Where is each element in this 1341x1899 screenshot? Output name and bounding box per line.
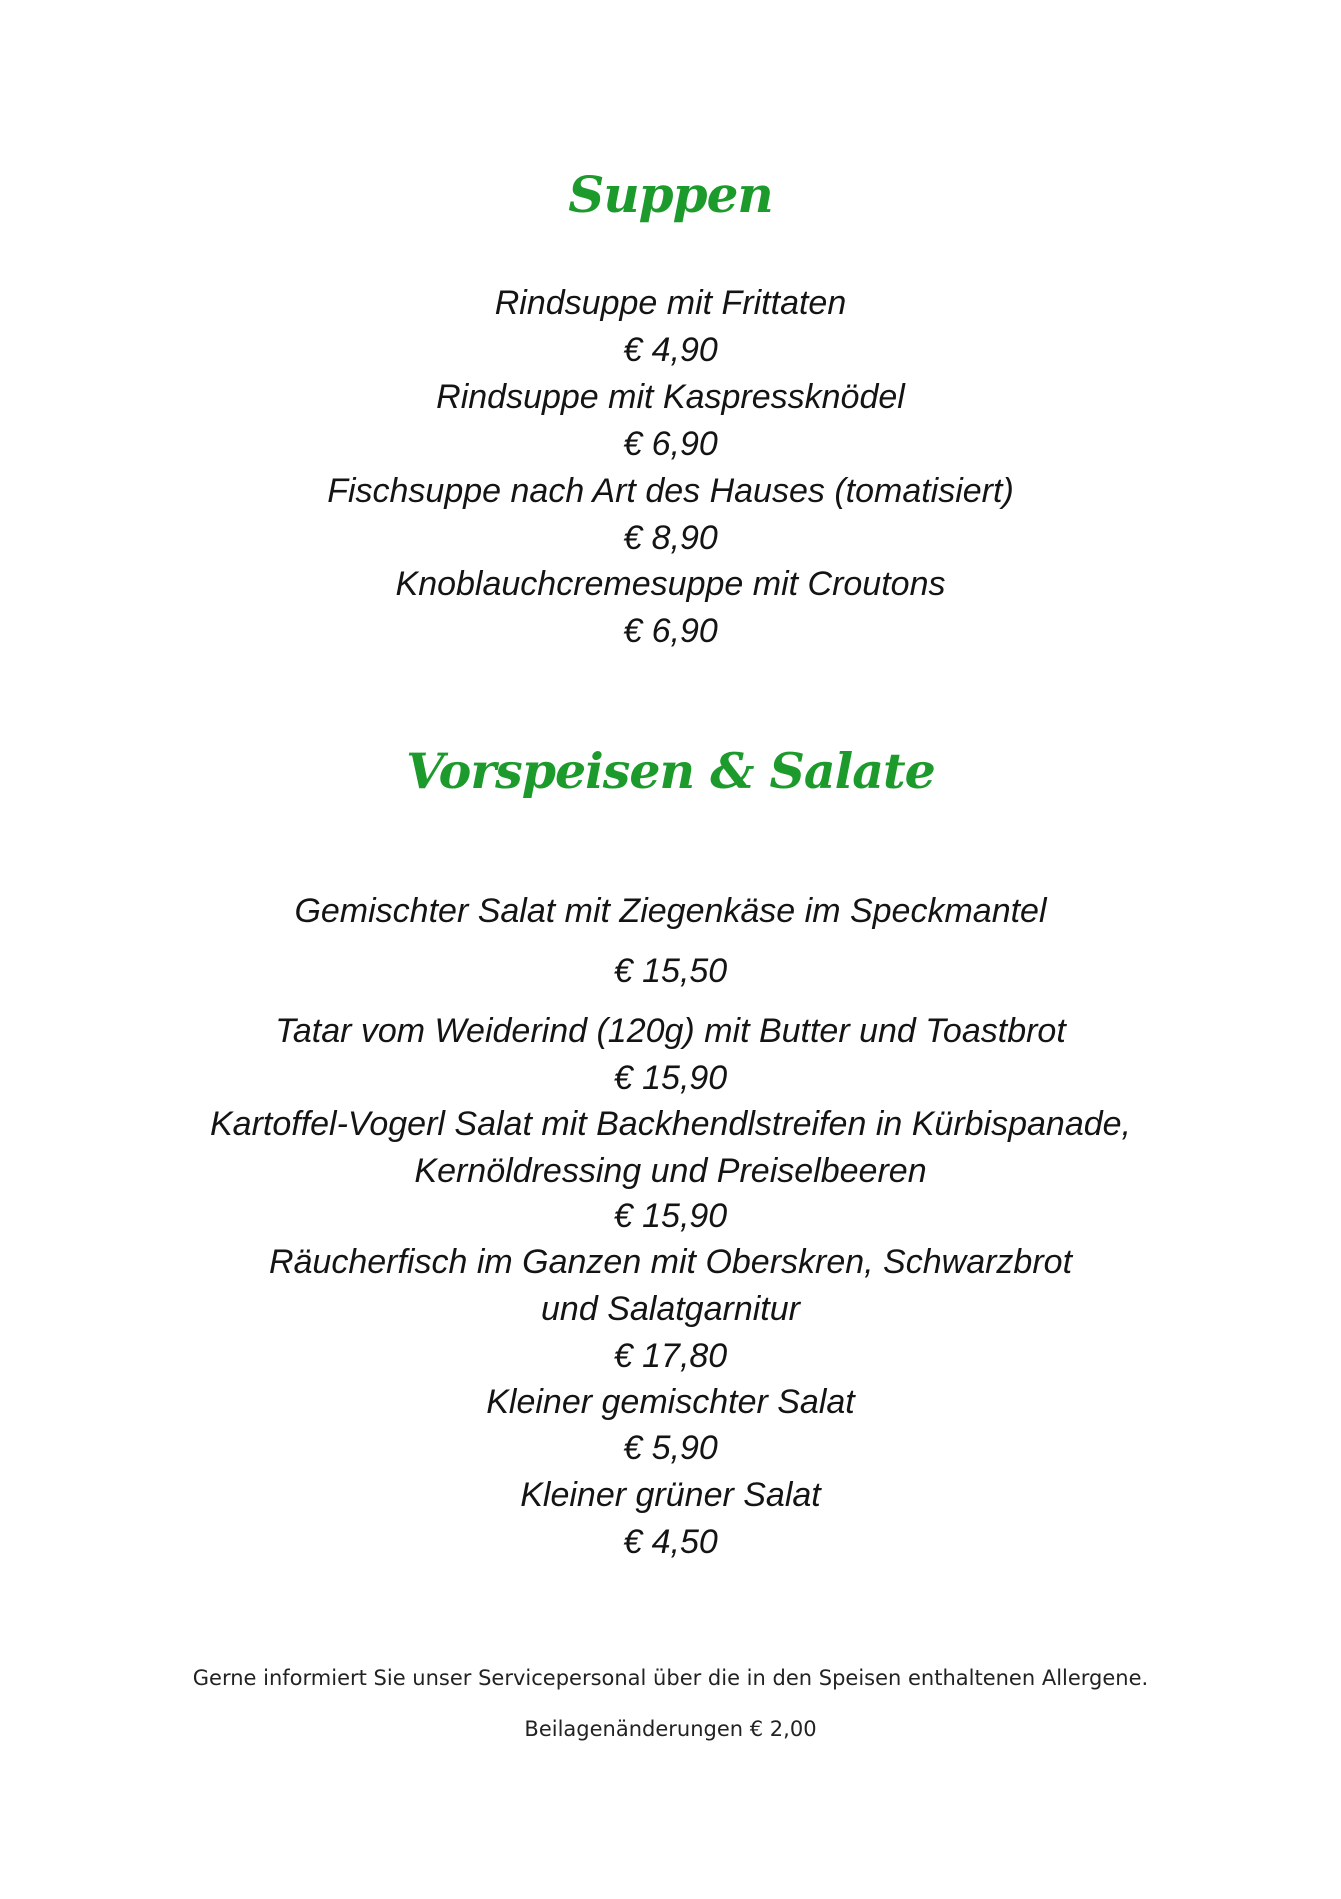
menu-item-name: Fischsuppe nach Art des Hauses (tomatisiert)	[327, 472, 1014, 510]
menu-item-name: Kleiner gemischter Salat	[486, 1383, 855, 1421]
menu-item-name: Kernöldressing und Preiselbeeren	[414, 1152, 927, 1190]
menu-item-name: Tatar vom Weiderind (120g) mit Butter und Toastbrot	[275, 1012, 1066, 1050]
menu-item-name: Rindsuppe mit Kaspressknödel	[436, 378, 905, 416]
section-heading-suppen: Suppen	[568, 165, 773, 224]
menu-item-name: Gemischter Salat mit Ziegenkäse im Speckmantel	[294, 892, 1047, 930]
menu-item-name: Räucherfisch im Ganzen mit Oberskren, Schwarzbrot	[268, 1243, 1073, 1281]
menu-item-price: € 15,90	[613, 1059, 728, 1097]
menu-item-price: € 8,90	[623, 519, 718, 557]
menu-item-price: € 15,90	[613, 1197, 728, 1235]
menu-item-price: € 6,90	[623, 612, 718, 650]
menu-item-price: € 17,80	[613, 1337, 728, 1375]
section-heading-vorspeisen-salate: Vorspeisen & Salate	[406, 742, 935, 800]
side-change-note: Beilagenänderungen € 2,00	[524, 1717, 817, 1741]
menu-item-name: Rindsuppe mit Frittaten	[494, 284, 847, 322]
menu-item-price: € 4,90	[623, 331, 718, 369]
menu-item-name: Knoblauchcremesuppe mit Croutons	[395, 565, 946, 603]
menu-item-name: und Salatgarnitur	[541, 1290, 800, 1328]
menu-item-price: € 6,90	[623, 425, 718, 463]
menu-item-price: € 4,50	[623, 1523, 718, 1561]
menu-item-price: € 15,50	[613, 952, 728, 990]
menu-item-name: Kartoffel-Vogerl Salat mit Backhendlstreifen in Kürbispanade,	[209, 1105, 1132, 1143]
allergen-note: Gerne informiert Sie unser Servicepersonal über die in den Speisen enthaltenen Allergene.	[192, 1666, 1149, 1690]
menu-item-price: € 5,90	[623, 1429, 718, 1467]
menu-item-name: Kleiner grüner Salat	[520, 1476, 821, 1514]
